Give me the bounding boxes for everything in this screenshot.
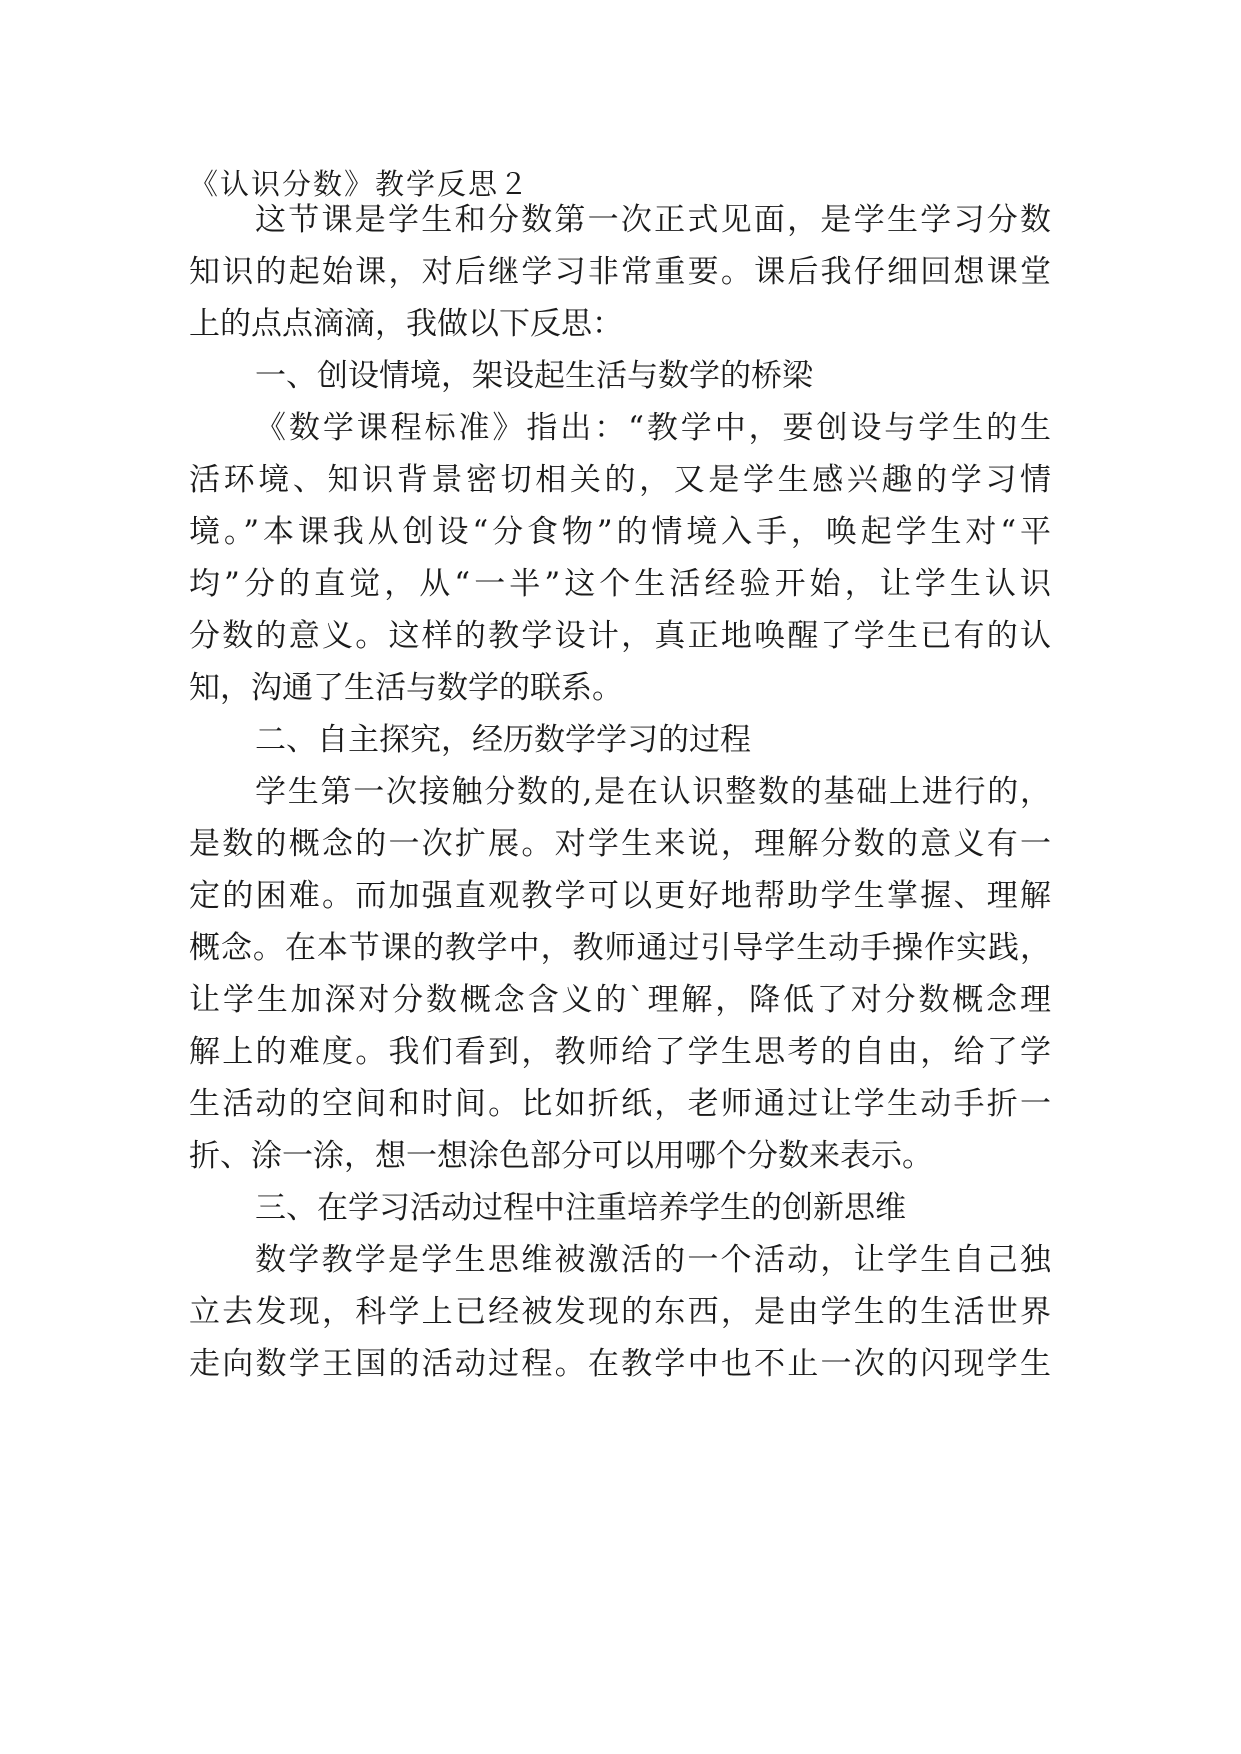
- paragraph-line: 活环境、知识背景密切相关的，又是学生感兴趣的学习情: [189, 462, 1051, 498]
- paragraph-line: 学生第一次接触分数的,是在认识整数的基础上进行的，: [255, 774, 1051, 810]
- paragraph-line: 是数的概念的一次扩展。对学生来说，理解分数的意义有一: [189, 826, 1051, 862]
- paragraph-line: 生活动的空间和时间。比如折纸，老师通过让学生动手折一: [189, 1086, 1051, 1122]
- paragraph-line: 折、涂一涂，想一想涂色部分可以用哪个分数来表示。: [189, 1138, 933, 1174]
- paragraph-line: 上的点点滴滴，我做以下反思：: [189, 306, 623, 342]
- paragraph-line: 《数学课程标准》指出：“教学中，要创设与学生的生: [255, 410, 1051, 446]
- paragraph-line: 分数的意义。这样的教学设计，真正地唤醒了学生已有的认: [189, 618, 1051, 654]
- paragraph-line: 知，沟通了生活与数学的联系。: [189, 670, 623, 706]
- paragraph-line: 立去发现，科学上已经被发现的东西，是由学生的生活世界: [189, 1294, 1051, 1330]
- paragraph-line: 这节课是学生和分数第一次正式见面，是学生学习分数: [255, 202, 1051, 238]
- paragraph-line: 数学教学是学生思维被激活的一个活动，让学生自己独: [255, 1242, 1051, 1278]
- paragraph-line: 解上的难度。我们看到，教师给了学生思考的自由，给了学: [189, 1034, 1051, 1070]
- paragraph-line: 走向数学王国的活动过程。在教学中也不止一次的闪现学生: [189, 1346, 1051, 1382]
- section-heading: 三、在学习活动过程中注重培养学生的创新思维: [255, 1190, 906, 1226]
- paragraph-line: 境。”本课我从创设“分食物”的情境入手，唤起学生对“平: [189, 514, 1051, 550]
- document-title: 《认识分数》教学反思２: [189, 167, 531, 201]
- paragraph-line: 均”分的直觉，从“一半”这个生活经验开始，让学生认识: [189, 566, 1051, 602]
- paragraph-line: 概念。在本节课的教学中，教师通过引导学生动手操作实践，: [189, 930, 1051, 966]
- paragraph-line: 让学生加深对分数概念含义的`理解，降低了对分数概念理: [189, 982, 1051, 1018]
- section-heading: 二、自主探究，经历数学学习的过程: [255, 722, 751, 758]
- paragraph-line: 定的困难。而加强直观教学可以更好地帮助学生掌握、理解: [189, 878, 1051, 914]
- section-heading: 一、创设情境，架设起生活与数学的桥梁: [255, 358, 813, 394]
- paragraph-line: 知识的起始课，对后继学习非常重要。课后我仔细回想课堂: [189, 254, 1051, 290]
